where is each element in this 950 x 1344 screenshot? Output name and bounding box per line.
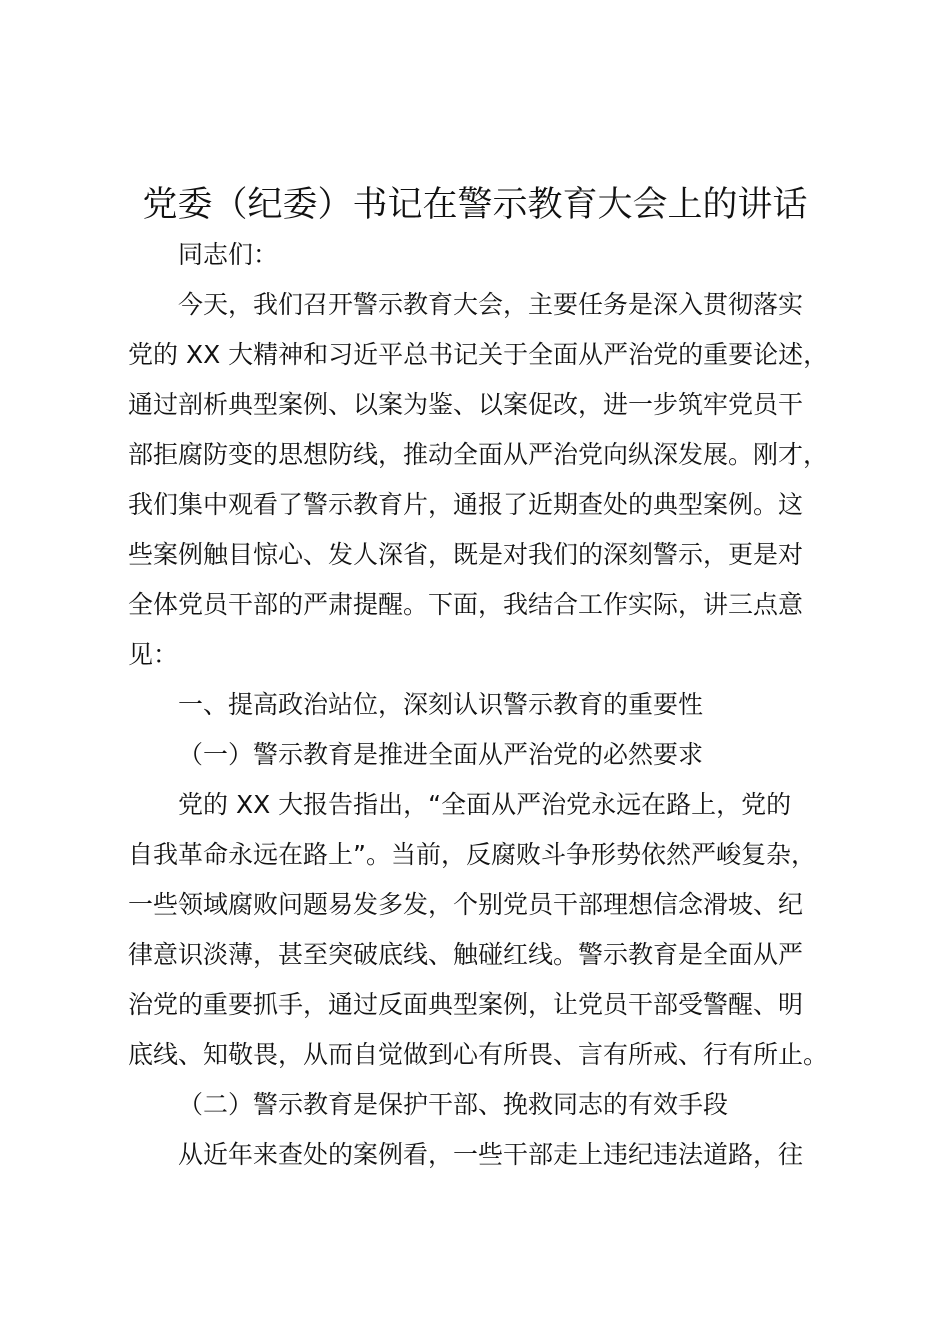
section-heading: 一、提高政治站位，深刻认识警示教育的重要性 <box>178 690 704 719</box>
paragraph-line: 自我革命永远在路上”。当前，反腐败斗争形势依然严峻复杂， <box>128 840 816 869</box>
paragraph-line: 通过剖析典型案例、以案为鉴、以案促改，进一步筑牢党员干 <box>128 390 804 419</box>
paragraph-line: 治党的重要抓手，通过反面典型案例，让党员干部受警醒、明 <box>128 990 804 1019</box>
paragraph-line: 见： <box>128 640 179 669</box>
paragraph-line: 一些领域腐败问题易发多发，个别党员干部理想信念滑坡、纪 <box>128 890 804 919</box>
paragraph-line: 律意识淡薄，甚至突破底线、触碰红线。警示教育是全面从严 <box>128 940 804 969</box>
document-title: 党委（纪委）书记在警示教育大会上的讲话 <box>142 185 808 225</box>
paragraph-line: 些案例触目惊心、发人深省，既是对我们的深刻警示，更是对 <box>128 540 804 569</box>
salutation: 同志们： <box>178 240 279 269</box>
subsection-heading: （一）警示教育是推进全面从严治党的必然要求 <box>178 740 704 769</box>
paragraph-line: 党的 XX 大报告指出，“全面从严治党永远在路上，党的 <box>178 790 792 819</box>
paragraph-line: 底线、知敬畏，从而自觉做到心有所畏、言有所戒、行有所止。 <box>128 1040 829 1069</box>
paragraph-line: 今天，我们召开警示教育大会，主要任务是深入贯彻落实 <box>178 290 804 319</box>
paragraph-line: 全体党员干部的严肃提醒。下面，我结合工作实际，讲三点意 <box>128 590 804 619</box>
paragraph-line: 从近年来查处的案例看，一些干部走上违纪违法道路，往 <box>178 1140 804 1169</box>
subsection-heading: （二）警示教育是保护干部、挽救同志的有效手段 <box>178 1090 729 1119</box>
paragraph-line: 我们集中观看了警示教育片，通报了近期查处的典型案例。这 <box>128 490 804 519</box>
paragraph-line: 党的 XX 大精神和习近平总书记关于全面从严治党的重要论述， <box>128 340 829 369</box>
paragraph-line: 部拒腐防变的思想防线，推动全面从严治党向纵深发展。刚才， <box>128 440 829 469</box>
